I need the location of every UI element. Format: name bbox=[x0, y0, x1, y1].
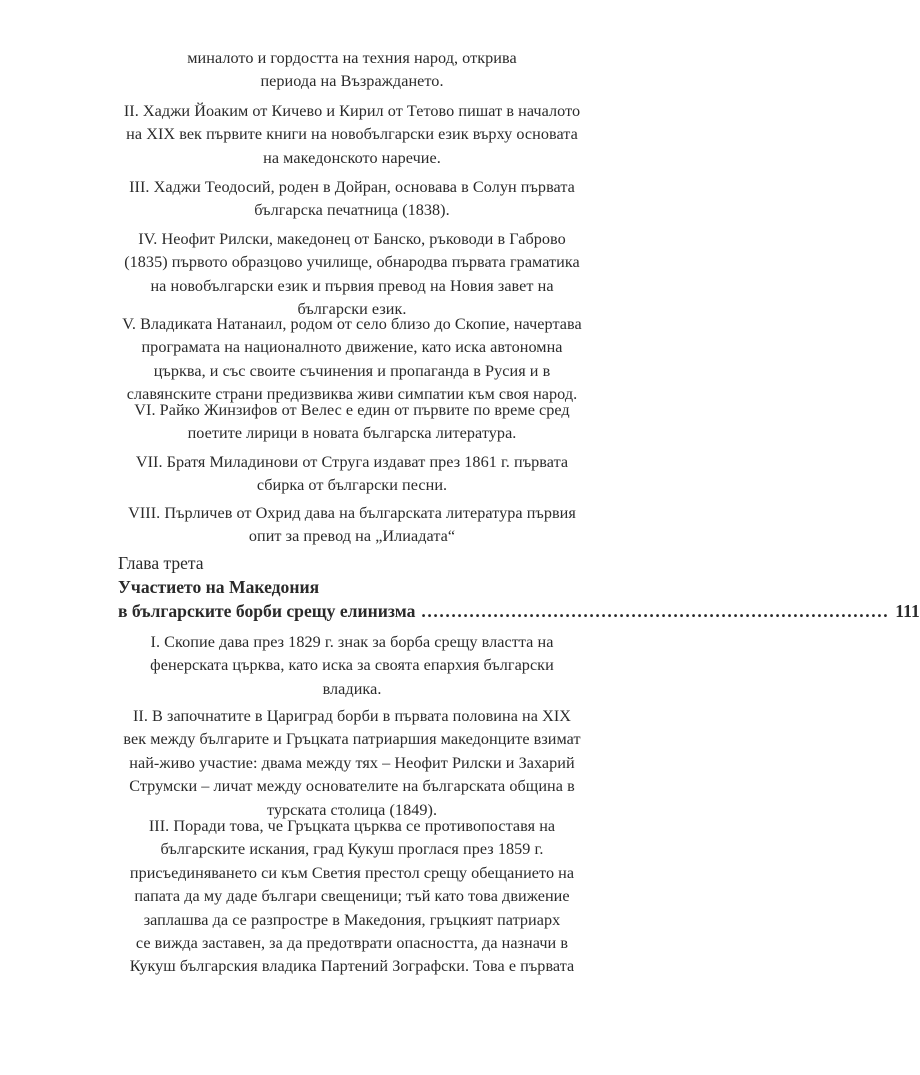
text-line: турската столица (1849). bbox=[266, 800, 438, 819]
list-item bbox=[118, 313, 586, 407]
chapter-title-toc-line bbox=[118, 600, 920, 623]
chapter-title-continued: в българските борби срещу елинизма bbox=[118, 601, 416, 621]
list-item bbox=[118, 451, 586, 498]
text-line: български език. bbox=[297, 300, 407, 319]
text-line: поетите лирици в новата българска литература. bbox=[187, 424, 517, 443]
text-line: Кукуш българския владика Партений Зографски. Това е първата bbox=[129, 957, 575, 976]
text-line: VI. Райко Жинзифов от Велес е един от първите по време сред bbox=[134, 401, 570, 419]
text-line: (1835) първото образцово училище, обнародва първата граматика bbox=[124, 253, 580, 272]
text-line: опит за превод на „Илиадата“ bbox=[248, 527, 456, 546]
page-number: 111 bbox=[895, 601, 920, 621]
text-line: най-живо участие: двама между тях – Неофит Рилски и Захарий bbox=[129, 753, 575, 772]
text-line: VII. Братя Миладинови от Струга издават през 1861 г. първата bbox=[135, 453, 569, 471]
text-line: на новобългарски език и първия превод на Новия завет на bbox=[150, 276, 554, 295]
text-line: владика. bbox=[322, 679, 382, 698]
toc-leader-dots: .............................................................................. bbox=[421, 601, 890, 621]
chapter-label: Глава трета bbox=[118, 553, 204, 573]
text-line: IV. Неофит Рилски, македонец от Банско, ръководи в Габрово bbox=[138, 230, 566, 248]
text-line: миналото и гордостта на техния народ, открива bbox=[187, 49, 517, 67]
text-line: на македонското наречие. bbox=[263, 148, 441, 167]
text-line: периода на Възраждането. bbox=[260, 72, 444, 91]
text-line: VIII. Пърличев от Охрид дава на българската литература първия bbox=[128, 504, 576, 522]
text-line: век между българите и Гръцката патриаршия македонците взимат bbox=[123, 730, 581, 749]
text-line: на XIX век първите книги на новобългарски език върху основата bbox=[126, 125, 578, 144]
text-line: църква, и със своите съчинения и пропаганда в Русия и в bbox=[153, 361, 551, 380]
list-item bbox=[118, 176, 586, 223]
text-line: III. Поради това, че Гръцката църква се противопоставя на bbox=[148, 817, 556, 835]
text-line: V. Владиката Натанаил, родом от село близо до Скопие, начертава bbox=[122, 315, 582, 333]
text-line: Струмски – личат между основателите на българската община в bbox=[129, 777, 575, 796]
text-line: сбирка от български песни. bbox=[256, 476, 448, 495]
text-line: II. Хаджи Йоаким от Кичево и Кирил от Тетово пишат в началото bbox=[123, 102, 581, 120]
list-item bbox=[118, 228, 586, 322]
text-line: заплашва да се разпростре в Македония, гръцкият патриарх bbox=[143, 910, 561, 929]
text-line: II. В започнатите в Цариград борби в първата половина на XIX bbox=[132, 707, 572, 725]
text-line: присъединяването си към Светия престол срещу обещанието на bbox=[129, 863, 575, 882]
text-line: се вижда заставен, за да предотврати опасността, да назначи в bbox=[135, 934, 569, 953]
text-line: папата да му даде българи свещеници; тъй като това движение bbox=[134, 887, 570, 906]
list-item bbox=[118, 705, 586, 822]
text-line: славянските страни предизвиква живи симпатии към своя народ. bbox=[126, 385, 578, 404]
text-line: програмата на националното движение, като иска автономна bbox=[141, 338, 563, 357]
text-line: българските искания, град Кукуш проглася през 1859 г. bbox=[160, 840, 544, 859]
list-item bbox=[118, 502, 586, 549]
list-item bbox=[118, 100, 586, 170]
text-line: фенерската църква, като иска за своята епархия български bbox=[150, 656, 554, 675]
text-line: I. Скопие дава през 1829 г. знак за борба срещу властта на bbox=[150, 633, 554, 651]
text-line: българска печатница (1838). bbox=[254, 201, 450, 220]
list-item bbox=[118, 631, 586, 701]
list-item bbox=[118, 47, 586, 94]
list-item bbox=[118, 399, 586, 446]
list-item bbox=[118, 815, 586, 979]
text-line: III. Хаджи Теодосий, роден в Дойран, основава в Солун първата bbox=[129, 178, 575, 196]
chapter-title: Участието на Македония bbox=[118, 577, 320, 597]
